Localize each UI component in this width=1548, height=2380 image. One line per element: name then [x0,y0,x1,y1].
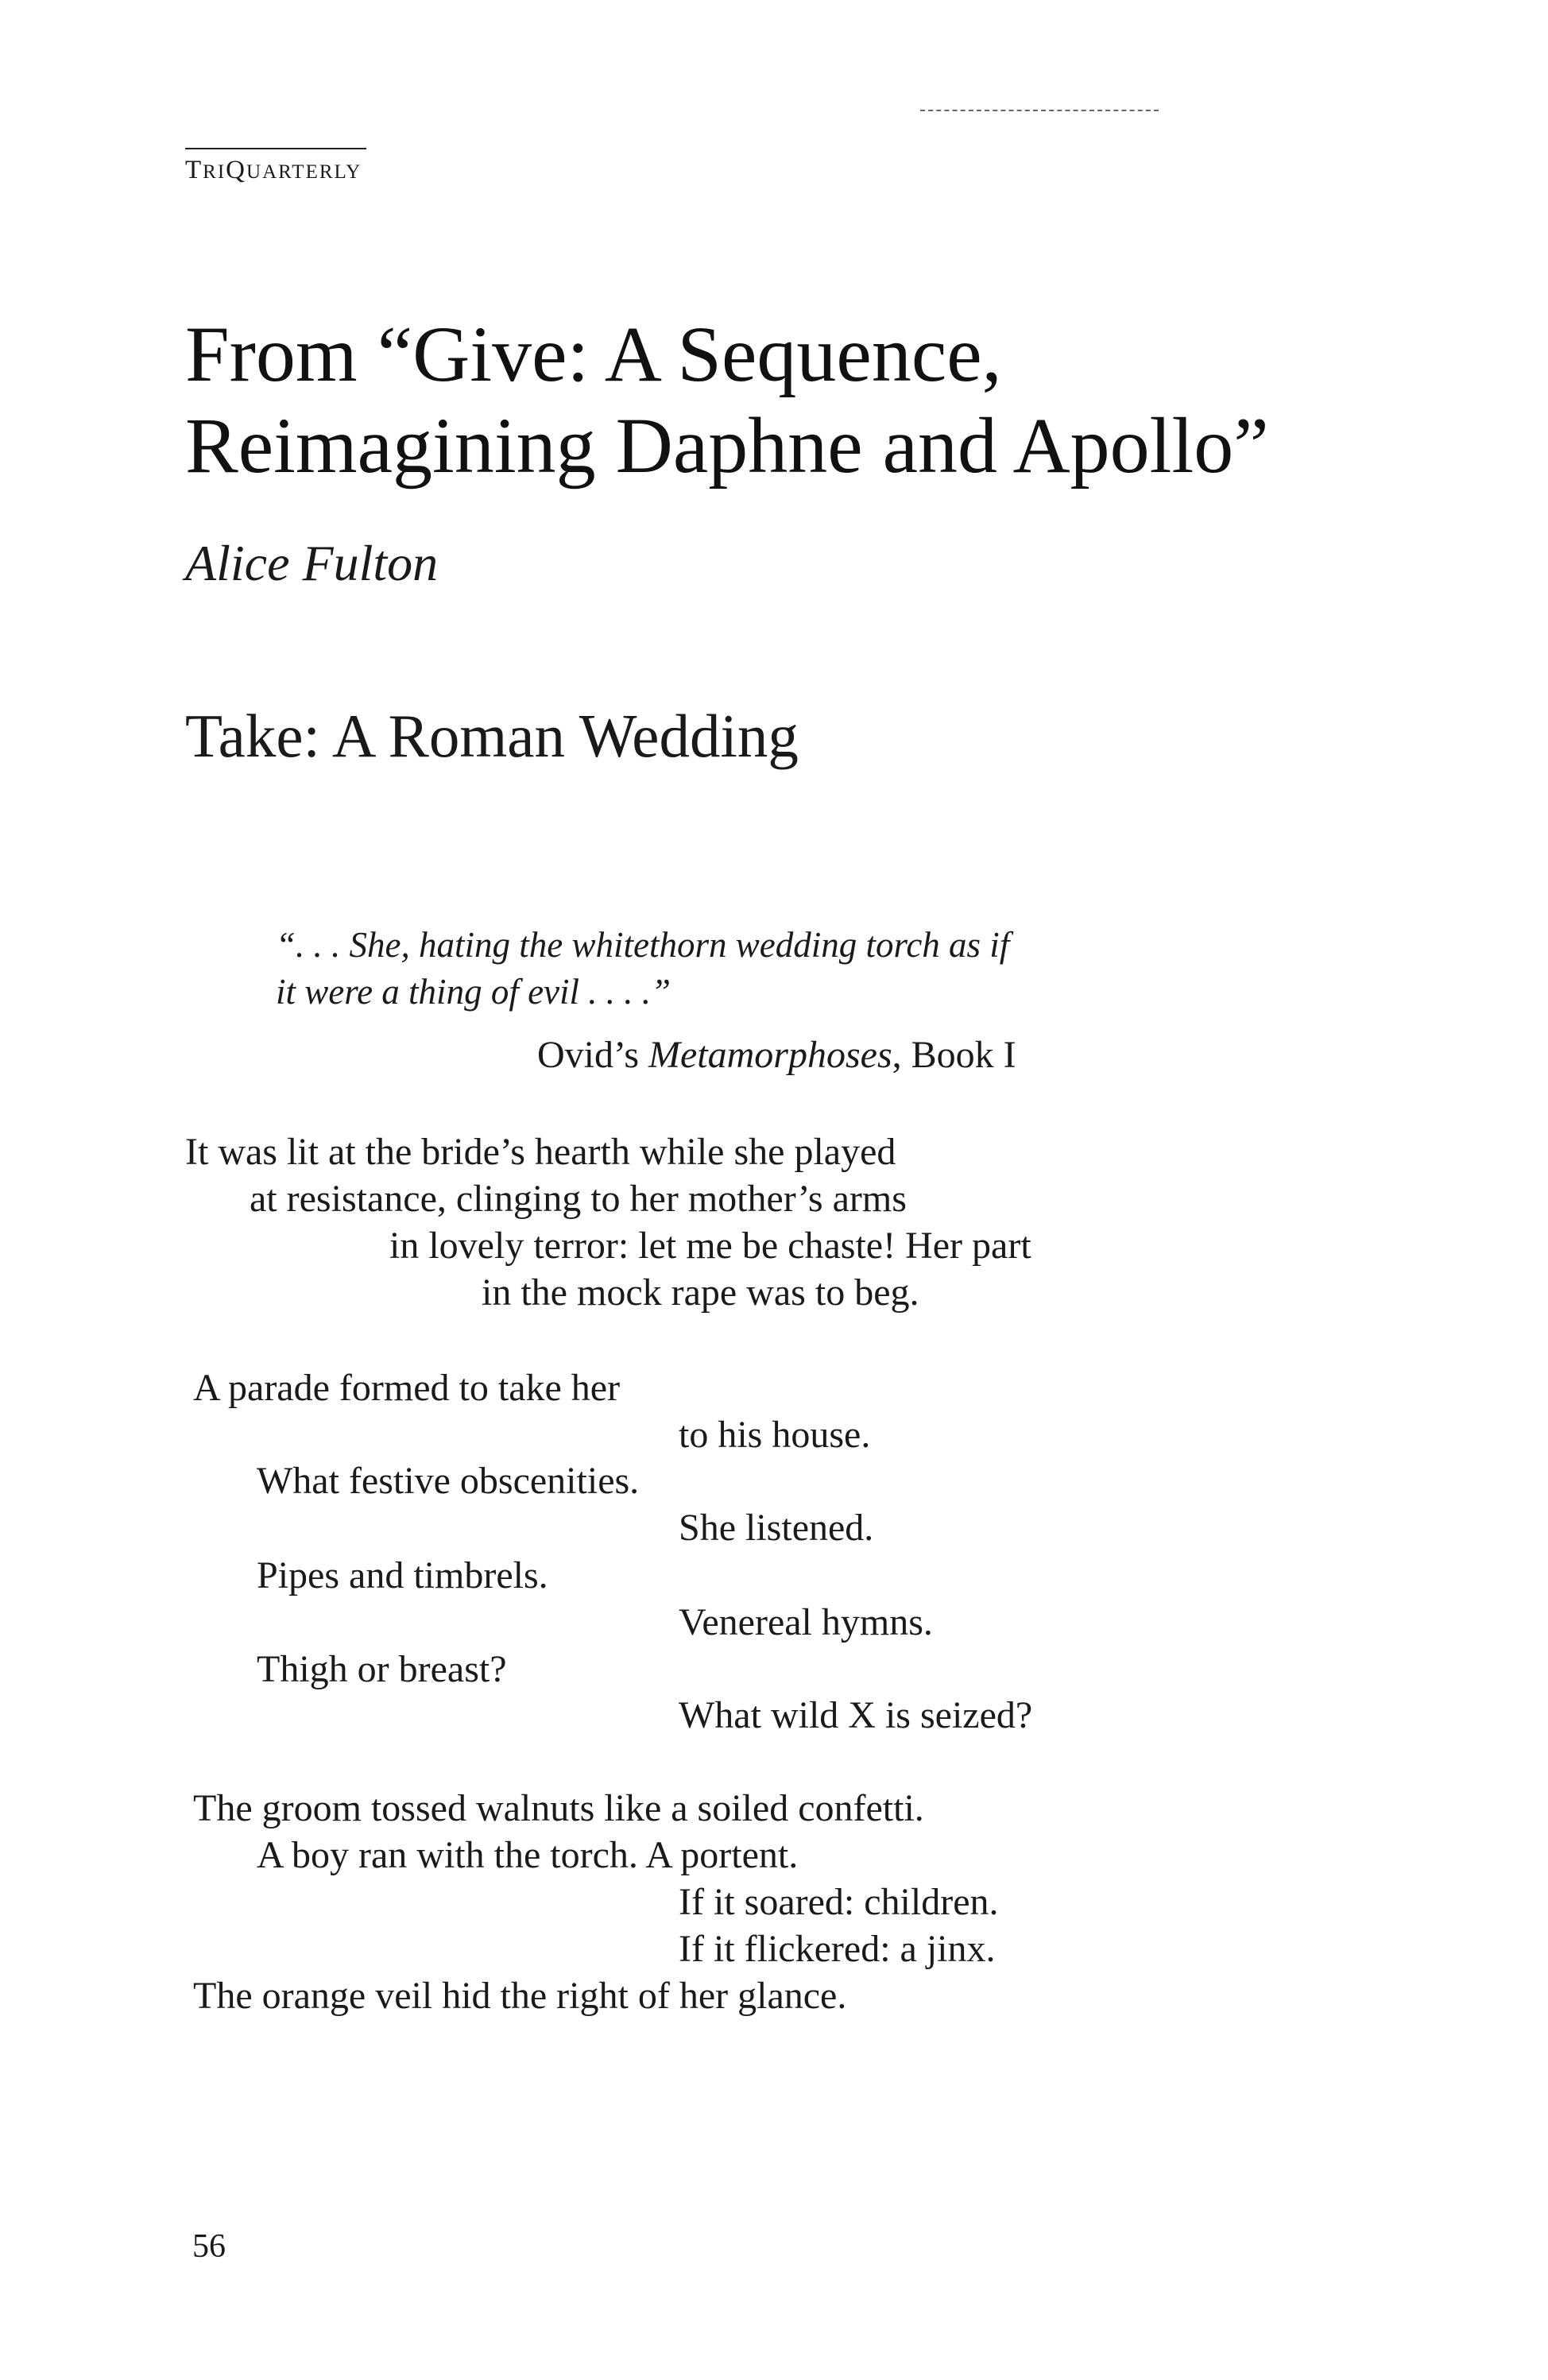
poem-line: A boy ran with the torch. A portent. [257,1834,799,1876]
poem-line: If it soared: children. [679,1881,999,1923]
title-line-1: From “Give: A Sequence, [185,310,1002,398]
running-head: TRIQUARTERLY [185,156,362,184]
page-number: 56 [192,2228,226,2265]
epigraph-line-1: “. . . She, hating the whitethorn wedding torch as if [276,925,1010,965]
poem-line: A parade formed to take her [193,1367,621,1409]
title-line-2: Reimagining Daphne and Apollo” [185,401,1269,490]
poem-line: What festive obscenities. [257,1460,640,1502]
poem-line: She listened. [679,1507,874,1549]
epigraph-source: Ovid’s Metamorphoses, Book I [537,1034,1016,1076]
poem-line: What wild X is seized? [679,1694,1033,1736]
poem-line: at resistance, clinging to her mother’s arms [250,1178,907,1220]
poem-line: The groom tossed walnuts like a soiled confetti. [193,1787,924,1829]
poem-line: It was lit at the bride’s hearth while she played [185,1131,896,1173]
poem-line: Venereal hymns. [679,1601,933,1643]
poem-line: in lovely terror: let me be chaste! Her part [389,1225,1031,1267]
epigraph-line-2: it were a thing of evil . . . .” [276,972,671,1012]
poem-line: in the mock rape was to beg. [482,1271,919,1314]
top-rule [920,110,1159,111]
running-head-rule [185,148,366,149]
article-title [185,308,1269,491]
poem-line: The orange veil hid the right of her glance. [193,1975,847,2017]
author-name: Alice Fulton [185,535,439,591]
poem-line: Pipes and timbrels. [257,1554,548,1596]
poem-line: If it flickered: a jinx. [679,1928,996,1970]
poem-line: to his house. [679,1414,871,1456]
poem-line: Thigh or breast? [257,1648,507,1690]
section-title: Take: A Roman Wedding [185,702,799,770]
